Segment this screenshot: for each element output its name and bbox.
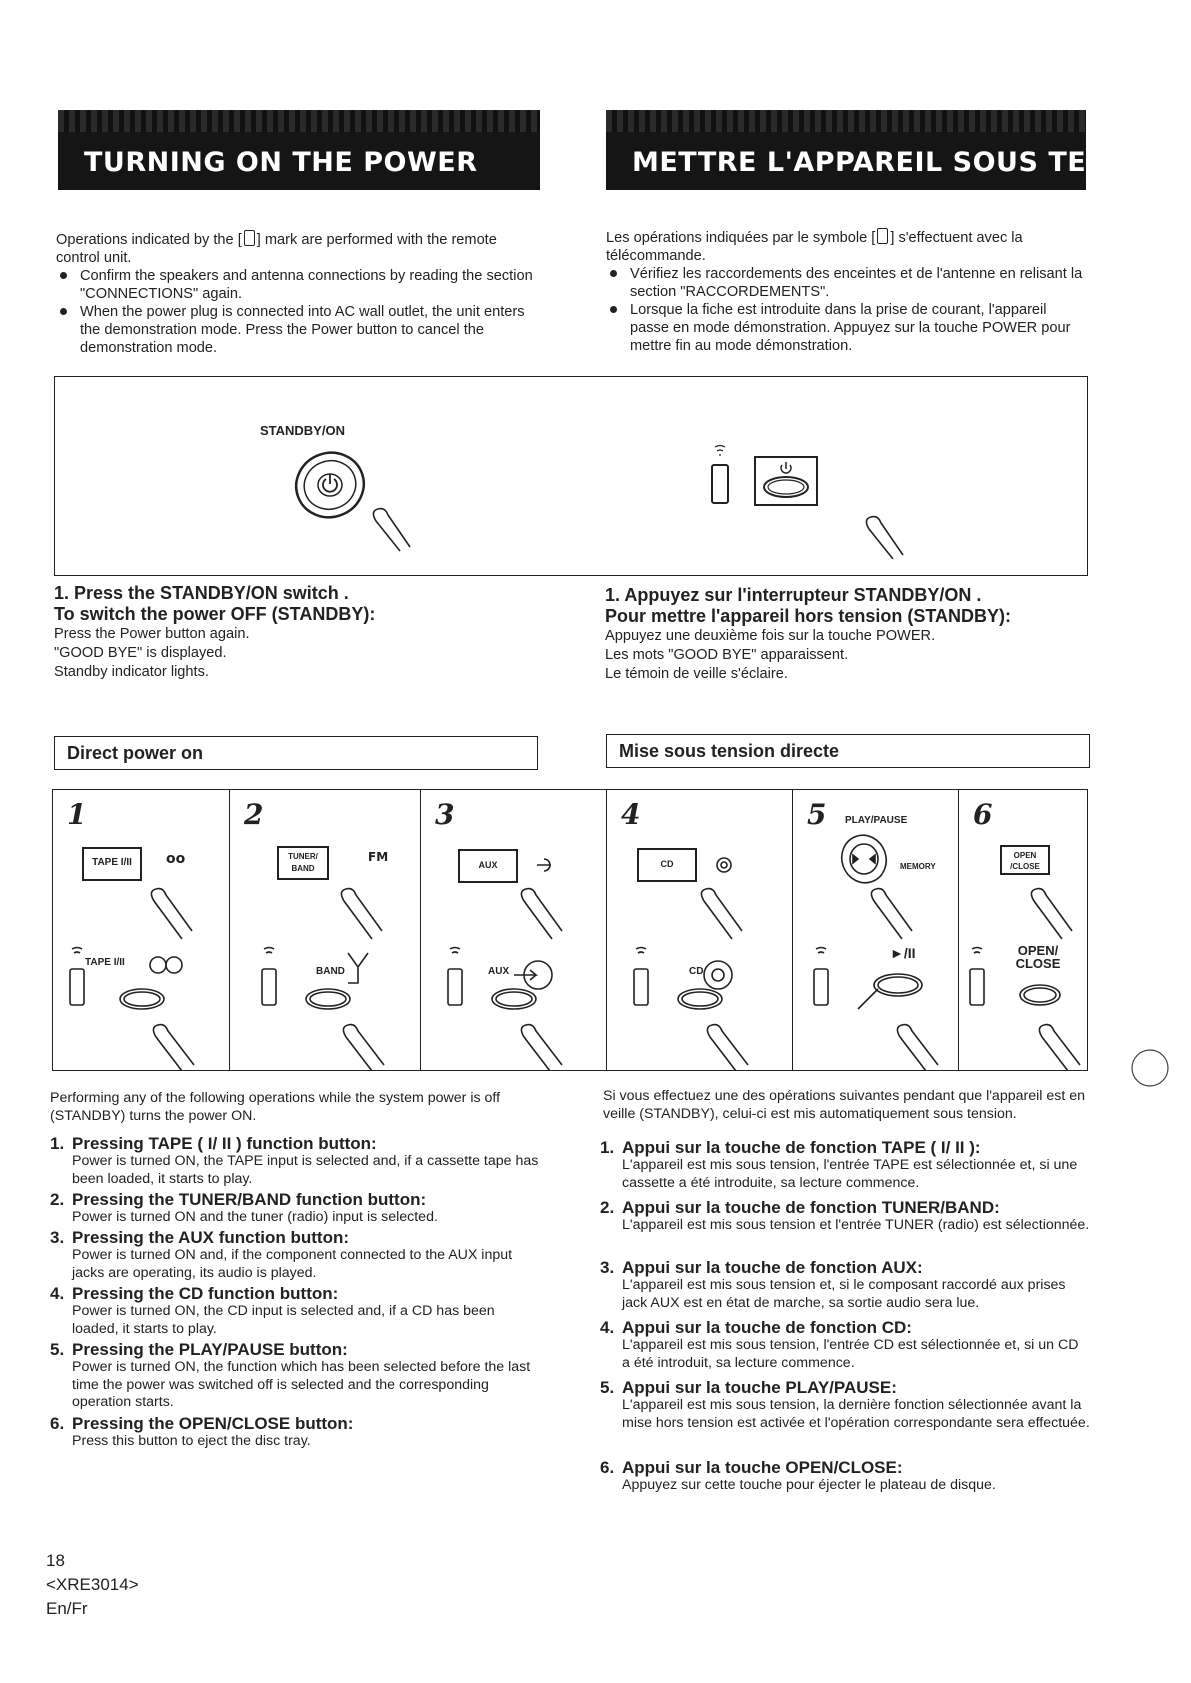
ops-en-item-2-body: Power is turned ON and the tuner (radio) input is selected.	[72, 1209, 438, 1225]
ops-fr-item-1-body: L'appareil est mis sous tension, l'entrée TAPE est sélectionnée et, si une cassette a été introduite, sa lecture commence.	[622, 1157, 1078, 1191]
ops-en-item-5-body: Power is turned ON, the function which has been selected before the last time the power was switched off is selected and the corresponding operation starts.	[72, 1359, 531, 1410]
ops-en-item-4	[50, 1284, 540, 1338]
ops-fr-item-1	[600, 1138, 1090, 1192]
ops-fr-item-4	[600, 1318, 1090, 1372]
step1-fr-line-3: Le témoin de veille s'éclaire.	[605, 666, 788, 682]
ops-fr-item-3	[600, 1258, 1090, 1312]
panel-2-remote-label: BAND	[316, 966, 345, 977]
intro-fr	[606, 228, 1088, 355]
ops-fr-item-4-title: Appui sur la touche de fonction CD:	[622, 1318, 912, 1337]
language-code: En/Fr	[46, 1599, 88, 1618]
ops-en-item-5-num: 5.	[50, 1340, 65, 1359]
page-number: 18	[46, 1551, 65, 1570]
ops-en-item-6-num: 6.	[50, 1414, 65, 1433]
ops-en-item-2-title: Pressing the TUNER/BAND function button:	[72, 1190, 427, 1209]
panel-4-unit-button: CD	[637, 848, 697, 882]
step1-fr-line-2: Les mots "GOOD BYE" apparaissent.	[605, 647, 849, 663]
ops-en-item-1-body: Power is turned ON, the TAPE input is selected and, if a cassette tape has been loaded, it starts to play.	[72, 1153, 539, 1187]
panel-3-unit-button: AUX	[458, 849, 518, 883]
ops-fr-item-1-title: Appui sur la touche de fonction TAPE ( I/ II ):	[622, 1138, 981, 1157]
intro-en-bullet-2: When the power plug is connected into AC wall outlet, the unit enters the demonstration mode. Press the Power button to cancel the demonstration mode.	[56, 303, 540, 357]
banner-fr	[606, 110, 1187, 190]
panel-6-unit-button: OPEN /CLOSE	[1000, 845, 1050, 875]
ops-fr-item-2-title: Appui sur la touche de fonction TUNER/BAND:	[622, 1198, 1000, 1217]
panel-5-remote-label: ►/II	[890, 945, 916, 961]
binding-hole-mark	[1128, 1046, 1172, 1090]
step1-en-line-2: "GOOD BYE" is displayed.	[54, 645, 227, 661]
ops-fr-item-5	[600, 1378, 1090, 1432]
panel-6-remote-label: OPEN/ CLOSE	[1015, 943, 1061, 971]
ops-fr-item-6-title: Appui sur la touche OPEN/CLOSE:	[622, 1458, 903, 1477]
ops-en-item-1-title: Pressing TAPE ( I/ II ) function button:	[72, 1134, 377, 1153]
ops-fr-item-3-num: 3.	[600, 1258, 615, 1277]
panel-1-remote-label: TAPE I/II	[85, 957, 125, 968]
panel-5-unit-button: PLAY/PAUSE	[845, 815, 908, 826]
ops-en-intro: Performing any of the following operations while the system power is off (STANDBY) turns the power ON.	[50, 1090, 501, 1124]
direct-en-heading: Direct power on	[54, 736, 538, 770]
remote-power-icon	[705, 443, 965, 563]
ops-fr-item-1-num: 1.	[600, 1138, 615, 1157]
ops-en-item-3	[50, 1228, 540, 1282]
document-code: <XRE3014>	[46, 1575, 139, 1594]
ops-en-item-5	[50, 1340, 540, 1412]
standby-label: STANDBY/ON	[260, 423, 345, 438]
standby-button-icon	[260, 443, 430, 553]
panel-5-number: 5	[807, 798, 827, 831]
remote-icon	[877, 228, 888, 244]
ops-en-item-6	[50, 1414, 540, 1451]
intro-en-lead-after: ] mark are performed with the remote control unit.	[56, 232, 497, 266]
step1-fr-subtitle: Pour mettre l'appareil hors tension (STANDBY):	[605, 606, 1011, 626]
intro-fr-bullet-2: Lorsque la fiche est introduite dans la prise de courant, l'appareil passe en mode démonstration. Appuyez sur la touche POWER pour mettre fin au mode démonstration.	[606, 301, 1088, 355]
ops-fr-item-6-num: 6.	[600, 1458, 615, 1477]
ops-fr-item-5-title: Appui sur la touche PLAY/PAUSE:	[622, 1378, 897, 1397]
remote-icon	[244, 230, 255, 246]
ops-fr-item-4-body: L'appareil est mis sous tension, l'entrée CD est sélectionnée et, si un CD a été introduit, sa lecture commence.	[622, 1337, 1079, 1371]
step1-en-line-1: Press the Power button again.	[54, 626, 250, 642]
intro-fr-bullet-1: Vérifiez les raccordements des enceintes et de l'antenne en relisant la section "RACCORDEMENTS".	[606, 265, 1088, 301]
ops-fr-item-5-num: 5.	[600, 1378, 615, 1397]
banner-en	[58, 110, 540, 190]
ops-fr-item-2-num: 2.	[600, 1198, 615, 1217]
step1-en	[54, 583, 554, 682]
ops-fr-item-3-title: Appui sur la touche de fonction AUX:	[622, 1258, 923, 1277]
ops-fr-item-5-body: L'appareil est mis sous tension, la dernière fonction sélectionnée avant la mise hors tension est activée et l'opération correspondante sera effectuée.	[622, 1397, 1090, 1431]
ops-en-item-6-title: Pressing the OPEN/CLOSE button:	[72, 1414, 354, 1433]
ops-fr-item-6-body: Appuyez sur cette touche pour éjecter le plateau de disque.	[622, 1477, 996, 1493]
intro-en	[56, 230, 540, 357]
panel-1-number: 1	[67, 798, 87, 831]
step1-en-line-3: Standby indicator lights.	[54, 664, 209, 680]
ops-en-item-2-num: 2.	[50, 1190, 65, 1209]
ops-en-item-3-body: Power is turned ON and, if the component connected to the AUX input jacks are operating, its audio is played.	[72, 1247, 513, 1281]
panel-1-unit-button: TAPE I/II	[82, 847, 142, 881]
direct-fr-heading: Mise sous tension directe	[606, 734, 1090, 768]
banner-fr-title: METTRE L'APPAREIL SOUS TENSION	[632, 147, 1187, 178]
intro-en-lead-before: Operations indicated by the [	[56, 232, 242, 248]
panel-2-unit-button: TUNER/ BAND	[277, 846, 329, 880]
ops-fr-item-2-body: L'appareil est mis sous tension et l'entrée TUNER (radio) est sélectionnée.	[622, 1217, 1090, 1233]
panel-4-number: 4	[621, 798, 641, 831]
ops-en-item-4-body: Power is turned ON, the CD input is selected and, if a CD has been loaded, it starts to play.	[72, 1303, 495, 1337]
svg-text:oo: oo	[166, 851, 186, 867]
ops-fr-item-3-body: L'appareil est mis sous tension et, si le composant raccordé aux prises jack AUX est en état de marche, sa sortie audio sera lue.	[622, 1277, 1066, 1311]
ops-en-item-1-num: 1.	[50, 1134, 65, 1153]
ops-en-item-3-num: 3.	[50, 1228, 65, 1247]
step1-en-title: 1. Press the STANDBY/ON switch .	[54, 583, 349, 603]
ops-fr-item-6	[600, 1458, 1090, 1495]
panel-icons	[52, 789, 1088, 1071]
ops-en-item-4-num: 4.	[50, 1284, 65, 1303]
ops-en-item-1	[50, 1134, 540, 1188]
ops-en-item-6-body: Press this button to eject the disc tray.	[72, 1433, 311, 1449]
standby-diagram	[54, 376, 1088, 576]
ops-en-item-3-title: Pressing the AUX function button:	[72, 1228, 350, 1247]
ops-fr-item-4-num: 4.	[600, 1318, 615, 1337]
banner-en-title: TURNING ON THE POWER	[84, 147, 478, 178]
panel-2-number: 2	[244, 798, 264, 831]
panel-4-remote-label: CD	[689, 966, 704, 977]
intro-fr-lead-after: ] s'effectuent avec la télécommande.	[606, 230, 1023, 264]
panel-5-memory-label: MEMORY	[900, 862, 936, 871]
step1-fr-title: 1. Appuyez sur l'interrupteur STANDBY/ON .	[605, 585, 982, 605]
panel-3-remote-label: AUX	[488, 966, 510, 977]
ops-fr-intro: Si vous effectuez une des opérations suivantes pendant que l'appareil est en veille (STANDBY), celui-ci est mis automatiquement sous tension.	[603, 1088, 1086, 1122]
step1-en-subtitle: To switch the power OFF (STANDBY):	[54, 604, 376, 624]
ops-en-item-2	[50, 1190, 540, 1227]
intro-en-bullet-1: Confirm the speakers and antenna connections by reading the section "CONNECTIONS" again.	[56, 267, 540, 303]
svg-text:FM: FM	[368, 850, 389, 864]
step1-fr	[605, 585, 1105, 684]
panel-6-number: 6	[973, 798, 993, 831]
ops-fr-item-2	[600, 1198, 1090, 1235]
ops-en-item-4-title: Pressing the CD function button:	[72, 1284, 339, 1303]
panel-3-number: 3	[435, 798, 455, 831]
ops-en-item-5-title: Pressing the PLAY/PAUSE button:	[72, 1340, 348, 1359]
step1-fr-line-1: Appuyez une deuxième fois sur la touche POWER.	[605, 628, 936, 644]
intro-fr-lead-before: Les opérations indiquées par le symbole [	[606, 230, 876, 246]
